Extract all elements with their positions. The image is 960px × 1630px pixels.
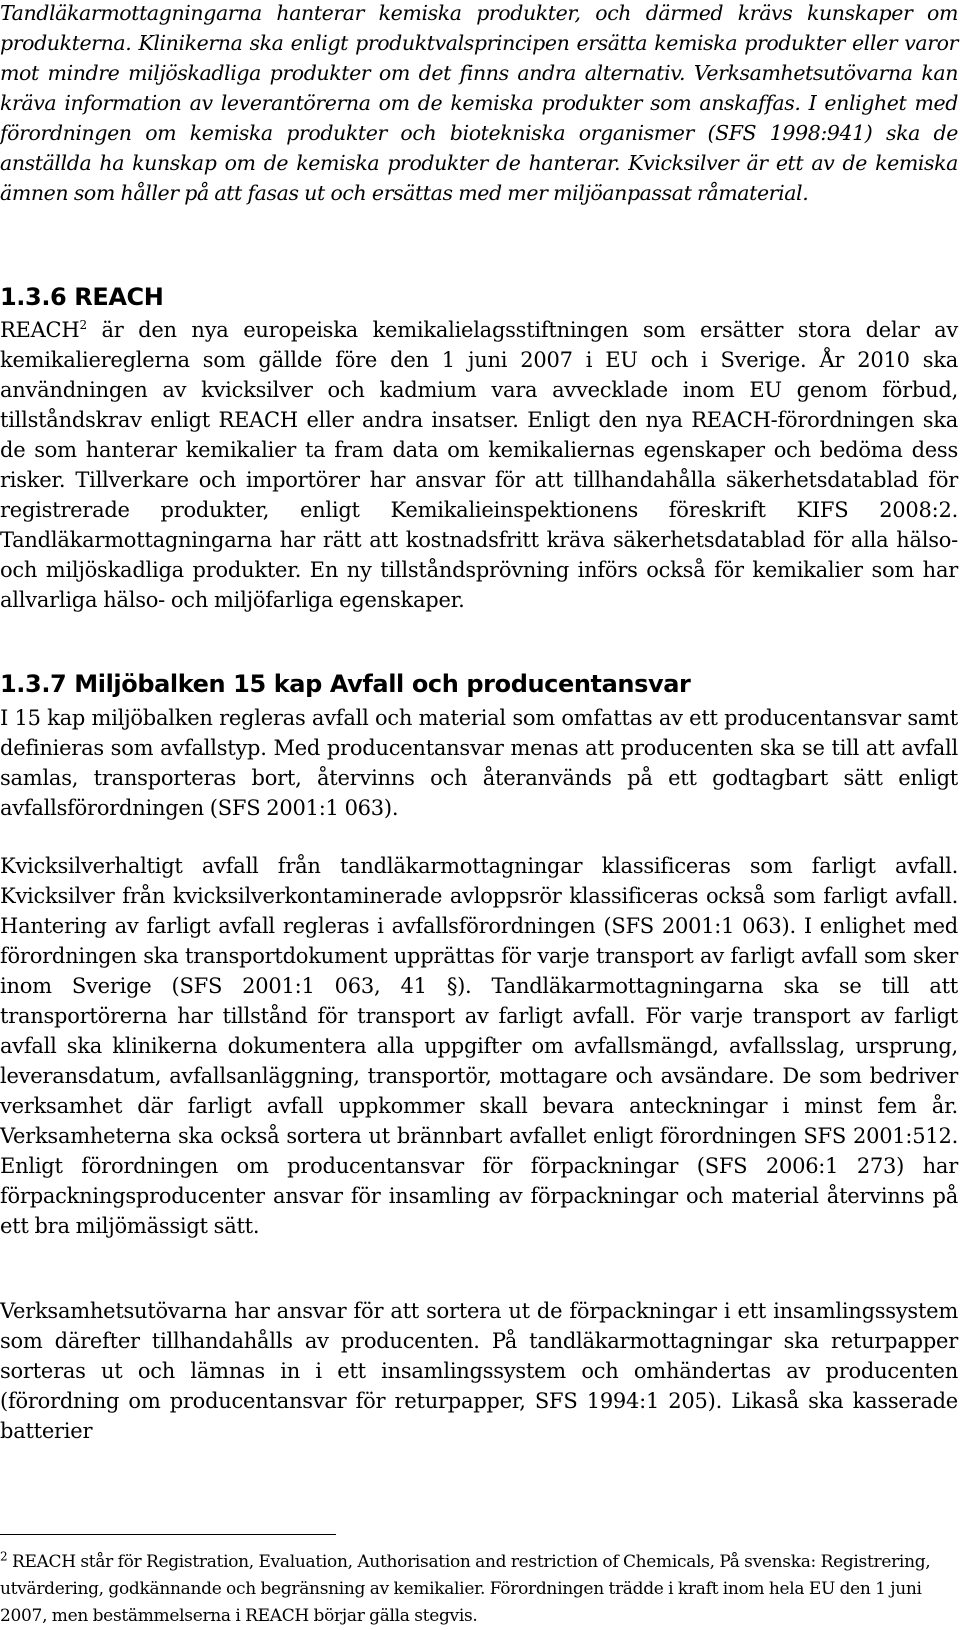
reach-paragraph — [0, 315, 958, 615]
footnote — [0, 1549, 948, 1630]
miljobalken-paragraph-1: I 15 kap miljöbalken regleras avfall och material som omfattas av ett producentansvar samt definieras som avfallstyp. Med producentansvar menas att producenten ska se till att avfall samlas, transporteras bort, återvinns och återanvänds på ett godtagbart sätt enligt avfallsförordningen (SFS 2001:1 063). — [0, 706, 958, 820]
section-heading-reach: 1.3.6 REACH — [0, 283, 164, 311]
footnote-marker: 2 — [0, 1549, 8, 1564]
footnote-reference: 2 — [79, 318, 87, 332]
miljobalken-paragraph-2: Kvicksilverhaltigt avfall från tandläkarmottagningar klassificeras som farligt avfall. Kvicksilver från kvicksilverkontaminerade avloppsrör klassificeras också som farligt avfall. Hantering av farligt avfall regleras i avfallsförordningen (SFS 2001:1 063). I enlighet med förordningen ska transportdokument upprättas för varje transport av farligt avfall som sker inom Sverige (SFS 2001:1 063, 41 §). Tandläkarmottagningarna ska se till att transportörerna har tillstånd för transport av farligt avfall. För varje transport av farligt avfall ska klinikerna dokumentera alla uppgifter om avfallsmängd, avfallsslag, ursprung, leveransdatum, avfallsanläggning, transportör, mottagare och avsändare. De som bedriver verksamhet där farligt avfall uppkommer skall bevara anteckningar i minst fem år. Verksamheterna ska också sortera ut brännbart avfallet enligt förordningen SFS 2001:512. Enligt förordningen om producentansvar för förpackningar (SFS 2006:1 273) har förpackningsproducenter ansvar för insamling av förpackningar och material återvinns på ett bra miljömässigt sätt. — [0, 854, 958, 1238]
footnote-text: REACH står för Registration, Evaluation, Authorisation and restriction of Chemicals, På svenska: Registrering, utvärdering, godkännande och begränsning av kemikalier. Förordningen trädde i kraft inom hela EU den 1 juni 2007, men bestämmelserna i REACH börjar gälla stegvis. — [0, 1552, 931, 1626]
intro-paragraph: Tandläkarmottagningarna hanterar kemiska produkter, och därmed krävs kunskaper om produkterna. Klinikerna ska enligt produktvalsprincipen ersätta kemiska produkter eller varor mot mindre miljöskadliga produkter om det finns andra alternativ. Verksamhetsutövarna kan kräva information av leverantörerna om de kemiska produkter som anskaffas. I enlighet med förordningen om kemiska produkter och biotekniska organismer (SFS 1998:941) ska de anställda ha kunskap om de kemiska produkter de hanterar. Kvicksilver är ett av de kemiska ämnen som håller på att fasas ut och ersättas med mer miljöanpassat råmaterial. — [0, 1, 958, 205]
section-heading-miljobalken: 1.3.7 Miljöbalken 15 kap Avfall och producentansvar — [0, 670, 691, 698]
reach-lead-word: REACH — [0, 318, 80, 342]
miljobalken-paragraph-3: Verksamhetsutövarna har ansvar för att sortera ut de förpackningar i ett insamlingssystem som därefter tillhandahålls av producenten. På tandläkarmottagningar ska returpapper sorteras ut och lämnas in i ett insamlingssystem och omhändertas av producenten (förordning om producentansvar för returpapper, SFS 1994:1 205). Likaså ska kasserade batterier — [0, 1299, 958, 1443]
footnote-divider — [0, 1534, 336, 1535]
reach-body: är den nya europeiska kemikalielagsstiftningen som ersätter stora delar av kemikaliereglerna som gällde före den 1 juni 2007 i EU och i Sverige. År 2010 ska användningen av kvicksilver och kadmium vara avvecklade inom EU genom förbud, tillståndskrav enligt REACH eller andra insatser. Enligt den nya REACH-förordningen ska de som hanterar kemikalier ta fram data om kemikaliernas egenskaper och bedöma dess risker. Tillverkare och importörer har ansvar för att tillhandahålla säkerhetsdatablad för registrerade produkter, enligt Kemikalieinspektionens föreskrift KIFS 2008:2. Tandläkarmottagningarna har rätt att kostnadsfritt kräva säkerhetsdatablad för alla hälso- och miljöskadliga produkter. En ny tillståndsprövning införs också för kemikalier som har allvarliga hälso- och miljöfarliga egenskaper. — [0, 318, 958, 612]
